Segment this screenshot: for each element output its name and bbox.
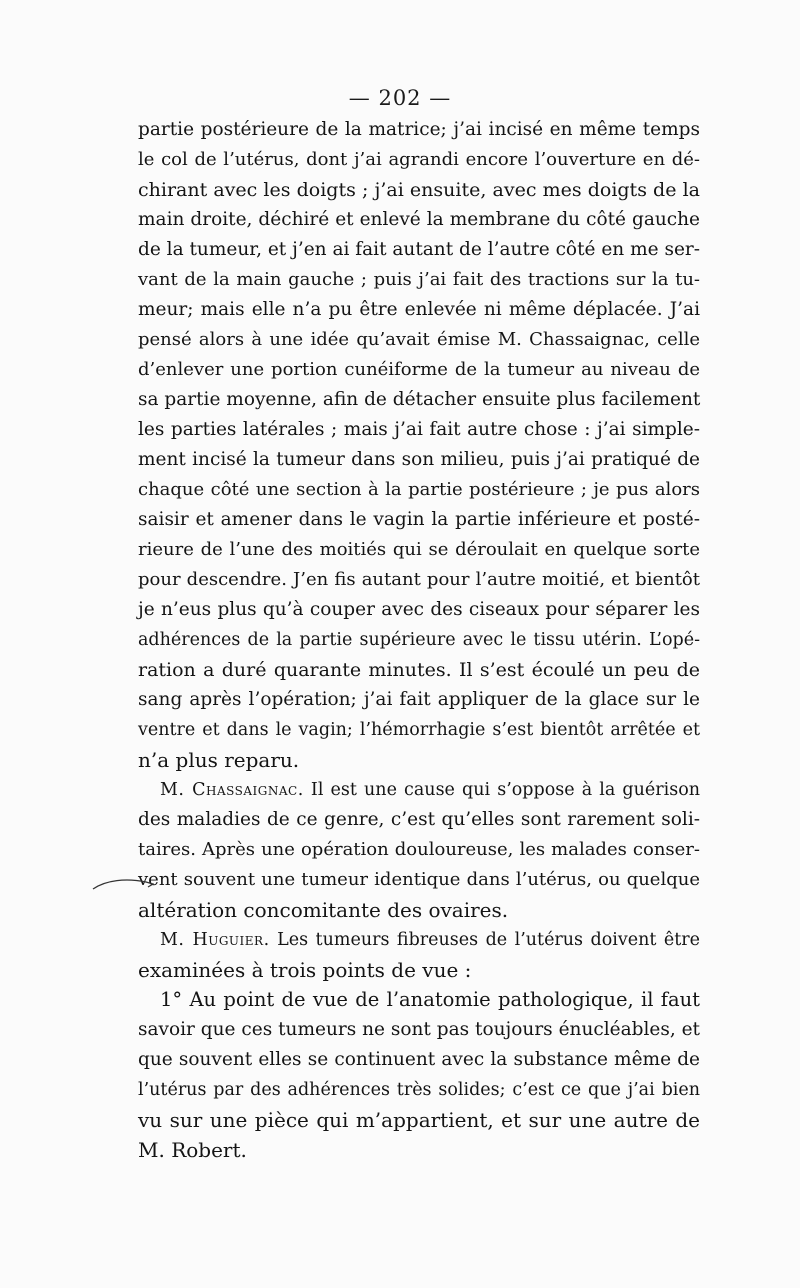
text-line: savoir que ces tumeurs ne sont pas toujours énucléables, et	[138, 1019, 700, 1040]
text-line: que souvent elles se continuent avec la substance même de	[138, 1049, 700, 1070]
page-number: — 202 —	[348, 86, 452, 110]
text-line: l’utérus par des adhérences très solides; c’est ce que j’ai bien	[138, 1080, 700, 1100]
speaker-line-text: Les tumeurs fibreuses de l’utérus doivent être	[277, 930, 700, 950]
text-line: les parties latérales ; mais j’ai fait autre chose : j’ai simple-	[138, 419, 700, 440]
speaker-line	[138, 925, 700, 955]
text-line: pour descendre. J’en fis autant pour l’autre moitié, et bientôt	[138, 569, 700, 590]
speaker-name: M. Huguier.	[160, 930, 270, 950]
text-line: sa partie moyenne, afin de détacher ensuite plus facilement	[138, 389, 701, 410]
text-line: chaque côté une section à la partie postérieure ; je pus alors	[138, 479, 700, 500]
text-line: vent souvent une tumeur identique dans l’utérus, ou quelque	[138, 869, 700, 890]
text-line: pensé alors à une idée qu’avait émise M. Chassaignac, celle	[138, 329, 700, 350]
text-line: vu sur une pièce qui m’appartient, et sur une autre de	[138, 1108, 700, 1132]
text-line: le col de l’utérus, dont j’ai agrandi encore l’ouverture en dé-	[138, 149, 700, 170]
text-line: adhérences de la partie supérieure avec le tissu utérin. L’opé-	[138, 630, 700, 650]
text-line: main droite, déchiré et enlevé la membrane du côté gauche	[138, 209, 700, 230]
text-line: saisir et amener dans le vagin la partie inférieure et posté-	[138, 509, 700, 530]
text-line: M. Robert.	[138, 1138, 247, 1162]
text-line: partie postérieure de la matrice; j’ai incisé en même temps	[138, 119, 700, 140]
text-line: des maladies de ce genre, c’est qu’elles sont rarement soli-	[138, 809, 700, 830]
text-line: d’enlever une portion cunéiforme de la tumeur au niveau de	[138, 359, 700, 380]
text-line: vant de la main gauche ; puis j’ai fait des tractions sur la tu-	[138, 269, 700, 290]
text-line: chirant avec les doigts ; j’ai ensuite, avec mes doigts de la	[138, 179, 700, 201]
text-line: ment incisé la tumeur dans son milieu, puis j’ai pratiqué de	[138, 449, 700, 470]
paragraph-first-point	[138, 985, 700, 1165]
text-line: meur; mais elle n’a pu être enlevée ni même déplacée. J’ai	[138, 299, 700, 320]
speaker-line-text: Il est une cause qui s’oppose à la guérison	[310, 780, 700, 800]
paragraph-huguier	[138, 925, 700, 985]
paragraph-surgery-account	[138, 115, 700, 775]
text-line: ration a duré quarante minutes. Il s’est écoulé un peu de	[138, 659, 700, 681]
text-line: rieure de l’une des moitiés qui se déroulait en quelque sorte	[138, 539, 700, 560]
text-line: je n’eus plus qu’à couper avec des ciseaux pour séparer les	[138, 599, 700, 620]
text-line: sang après l’opération; j’ai fait appliquer de la glace sur le	[138, 689, 700, 710]
margin-pen-mark	[92, 874, 154, 892]
speaker-name: M. Chassaignac.	[160, 780, 304, 800]
text-line: taires. Après une opération douloureuse, les malades conser-	[138, 839, 700, 860]
text-line: de la tumeur, et j’en ai fait autant de l’autre côté en me ser-	[138, 239, 700, 260]
text-line: ventre et dans le vagin; l’hémorrhagie s’est bientôt arrêtée et	[138, 720, 700, 740]
text-line: 1° Au point de vue de l’anatomie pathologique, il faut	[160, 988, 700, 1011]
speaker-line	[138, 775, 700, 805]
text-line: examinées à trois points de vue :	[138, 958, 472, 982]
text-line: altération concomitante des ovaires.	[138, 898, 509, 922]
text-line: n’a plus reparu.	[138, 748, 300, 772]
paragraph-chassaignac	[138, 775, 700, 925]
